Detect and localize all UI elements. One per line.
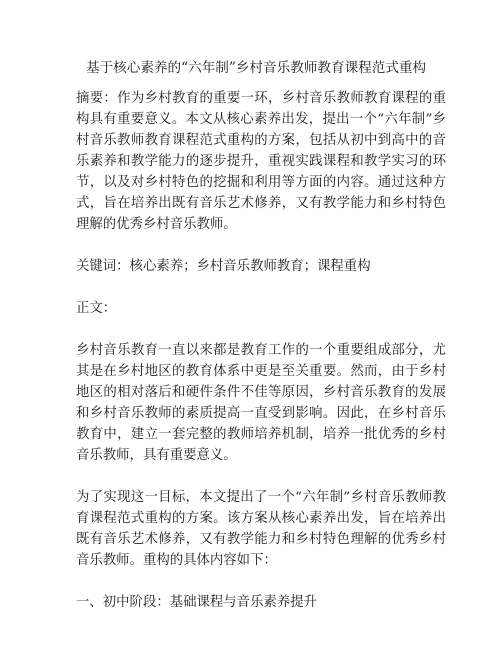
body-paragraph-1: 乡村音乐教育一直以来都是教育工作的一个重要组成部分，尤其是在乡村地区的教育体系中更是至关重要。然而，由于乡村地区的相对落后和硬件条件不佳等原因，乡村音乐教育的发展和乡村音乐教师的素质提高一直受到影响。因此，在乡村音乐教育中，建立一套完整的教师培养机制，培养一批优秀的乡村音乐教师，具有重要意义。 (76, 343, 446, 463)
document-title: 基于核心素养的“六年制”乡村音乐教师教育课程范式重构 (86, 60, 427, 76)
body-label: 正文： (76, 301, 117, 316)
spacer (76, 277, 446, 298)
section-heading-1: 一、初中阶段：基础课程与音乐素养提升 (76, 595, 318, 610)
abstract-paragraph: 摘要：作为乡村教育的重要一环，乡村音乐教师教育课程的重构具有重要意义。本文从核心素养出发，提出一个“六年制”乡村音乐教师教育课程范式重构的方案，包括从初中到高中的音乐素养和教学能力的逐步提升，重视实践课程和教学实习的环节，以及对乡村特色的挖掘和利用等方面的内容。通过这种方式，旨在培养出既有音乐艺术修养，又有教学能力和乡村特色理解的优秀乡村音乐教师。 (76, 91, 446, 232)
keywords-line: 关键词：核心素养；乡村音乐教师教育；课程重构 (76, 259, 371, 274)
spacer (76, 319, 446, 340)
spacer (76, 235, 446, 256)
spacer (76, 466, 446, 487)
spacer (76, 571, 446, 592)
body-paragraph-2: 为了实现这一目标，本文提出了一个“六年制”乡村音乐教师教育课程范式重构的方案。该方案从核心素养出发，旨在培养出既有音乐艺术修养，又有教学能力和乡村特色理解的优秀乡村音乐教师。重构的具体内容如下： (76, 490, 446, 568)
